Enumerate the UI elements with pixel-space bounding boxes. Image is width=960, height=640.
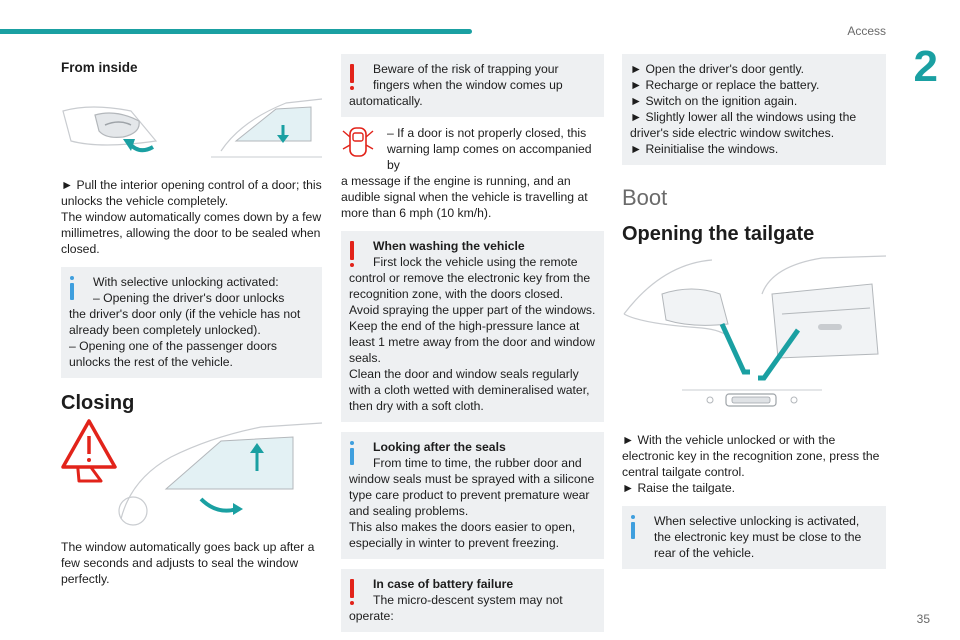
warning-title: In case of battery failure [373,577,514,591]
lamp-text-continued: a message if the engine is running, and an audible signal when the vehicle is travelling at more than 6 mph (10 km/h). [341,174,588,220]
info-line: When selective unlocking is activated, [654,514,860,528]
boot-heading: Boot [622,185,668,210]
info-box-seals [341,432,604,559]
chapter-number: 2 [913,42,938,91]
warning-icon [350,64,354,83]
from-inside-paragraph: The window automatically comes down by a few millimetres, allowing the door to be sealed when closed. [61,210,322,256]
step-item: ► Recharge or replace the battery. [630,78,820,92]
warning-line: Beware of the risk of trapping your fingers when the window comes up [373,62,563,92]
section-title: Access [847,24,886,38]
info-line: From time to time, the rubber door and [373,456,582,470]
closing-paragraph: The window automatically goes back up after a few seconds and adjusts to seal the window perfectly. [61,540,315,586]
warning-icon [350,241,354,260]
warning-line: Avoid spraying the upper part of the windows. [349,303,596,317]
warning-line: The micro-descent system may not [373,593,563,607]
info-line: the driver's door only (if the vehicle has not already been completely unlocked). [69,307,301,337]
lamp-text: – If a door is not properly closed, this warning lamp comes on accompanied by [387,126,592,172]
door-open-warning-lamp-icon [341,125,375,159]
warning-line: control or remove the electronic key from the recognition zone, with the doors closed. [349,271,591,301]
column-left [61,54,322,587]
info-box-selective-tailgate [622,506,886,569]
info-icon [70,276,74,280]
info-box-selective-unlocking [61,267,322,378]
info-icon [631,515,635,519]
page-number: 35 [916,612,930,626]
column-right [622,54,886,569]
door-warning-lamp-note [341,125,604,173]
from-inside-heading: From inside [61,60,138,75]
header-accent-bar [0,29,472,34]
info-line: With selective unlocking activated: [93,275,279,289]
info-line: This also makes the doors easier to open, especially in winter to prevent freezing. [349,520,576,550]
info-line: – Opening the driver's door unlocks [93,291,285,305]
step-item: ► Reinitialise the windows. [630,142,779,156]
warning-line: automatically. [349,94,423,108]
from-inside-step: ► Pull the interior opening control of a door; this unlocks the vehicle completely. [61,178,322,208]
step-item: ► Open the driver's door gently. [630,62,805,76]
step-item: ► Switch on the ignition again. [630,94,798,108]
info-icon [350,441,354,445]
step-item: ► Slightly lower all the windows using the driver's side electric window switches. [630,110,857,140]
warning-line: First lock the vehicle using the remote [373,255,578,269]
warning-line: Keep the end of the high-pressure lance at least 1 metre away from the door and window seals. [349,319,595,365]
tailgate-heading: Opening the tailgate [622,223,815,245]
column-middle [341,54,604,632]
info-line: window seals must be sprayed with a silicone type care product to prevent premature wear and sealing problems. [349,472,595,518]
door-handle-illustration [61,81,322,161]
info-title: Looking after the seals [373,440,506,454]
warning-icon [350,579,354,598]
warning-box-trapping [341,54,604,117]
warning-box-battery [341,569,604,632]
tailgate-step: ► With the vehicle unlocked or with the electronic key in the recognition zone, press the central tailgate control. [622,433,880,479]
warning-line: operate: [349,609,394,623]
warning-line: Clean the door and window seals regularly with a cloth wetted with demineralised water, then dry with a soft cloth. [349,367,590,413]
window-closing-illustration [61,419,322,529]
battery-steps-box [622,54,886,165]
tailgate-step: ► Raise the tailgate. [622,481,736,495]
warning-box-washing [341,231,604,422]
closing-heading: Closing [61,392,135,414]
info-line: – Opening one of the passenger doors unlocks the rest of the vehicle. [69,339,278,369]
info-line: the electronic key must be close to the rear of the vehicle. [654,530,862,560]
tailgate-illustration [622,254,886,424]
warning-title: When washing the vehicle [373,239,525,253]
